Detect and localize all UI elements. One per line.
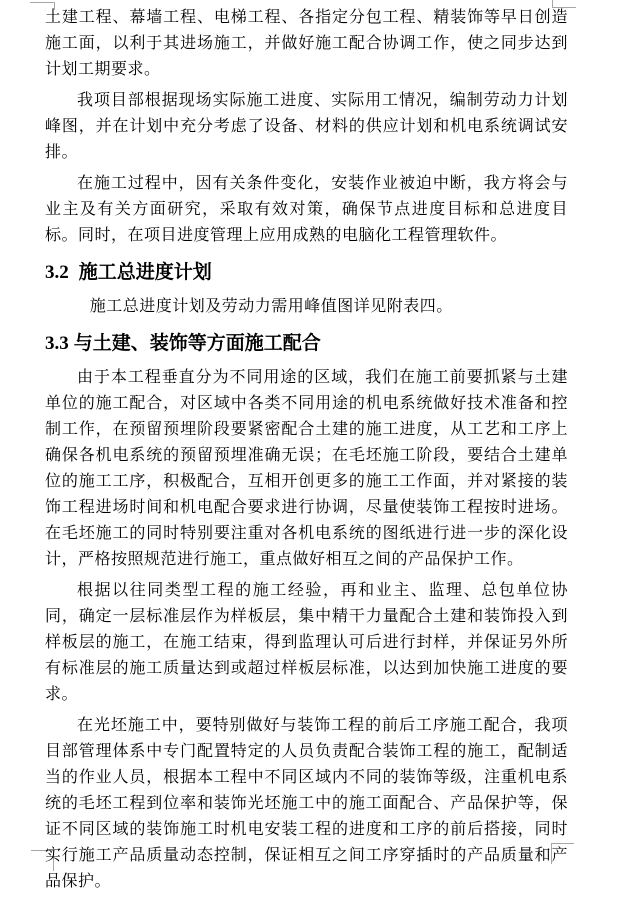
section-number: 3.2 — [45, 262, 69, 283]
paragraph: 在施工过程中，因有关条件变化，安装作业被迫中断，我方将会与业主及有关方面研究，采取有效对策，确保节点进度目标和总进度目标。同时，在项目进度管理上应用成熟的电脑化工程管理软件。 — [45, 173, 568, 244]
paragraph: 在光坯施工中，要特别做好与装饰工程的前后工序施工配合，我项目部管理体系中专门配置特定的人员负责配合装饰工程的施工，配制适当的作业人员，根据本工程中不同区域内不同的装饰等级，注重机电系统的毛坯工程到位率和装饰光坯施工中的施工面配合、产品保护等，保证不同区域的装饰施工时机电安装工程的进度和工序的前后搭接，同时实行施工产品质量动态控制，保证相互之间工序穿插时的产品质量和产品保护。 — [45, 715, 568, 890]
paragraph: 由于本工程垂直分为不同用途的区域，我们在施工前要抓紧与土建单位的施工配合，对区域中各类不同用途的机电系统做好技术准备和控制工作，在预留预埋阶段要紧密配合土建的施工进度，从工艺和工序上确保各机电系统的预留预埋准确无误；在毛坯施工阶段，要结合土建单位的施工工序，积极配合，互相开创更多的施工工作面，并对紧接的装饰工程进场时间和机电配合要求进行协调，尽量使装饰工程按时进场。在毛坯施工的同时特别要注重对各机电系统的图纸进行进一步的深化设计，严格按照规范进行施工，重点做好相互之间的产品保护工作。 — [45, 367, 568, 568]
section-heading-3-3 — [45, 331, 568, 356]
section-title: 与土建、装饰等方面施工配合 — [73, 333, 321, 354]
paragraph-continuation: 土建工程、幕墙工程、电梯工程、各指定分包工程、精装饰等早日创造施工面，以利于其进场施工，并做好施工配合协调工作，使之同步达到计划工期要求。 — [45, 7, 568, 78]
section-heading-3-2 — [45, 260, 568, 285]
section-number: 3.3 — [45, 333, 69, 354]
page-content — [45, 4, 568, 899]
section-title: 施工总进度计划 — [78, 262, 212, 283]
paragraph: 我项目部根据现场实际施工进度、实际用工情况，编制劳动力计划峰图，并在计划中充分考虑了设备、材料的供应计划和机电系统调试安排。 — [45, 90, 568, 161]
paragraph: 根据以往同类型工程的施工经验，再和业主、监理、总包单位协同，确定一层标准层作为样板层，集中精干力量配合土建和装饰投入到样板层的施工，在施工结束，得到监理认可后进行封样，并保证另外所有标准层的施工质量达到或超过样板层标准，以达到加快施工进度的要求。 — [45, 580, 568, 703]
paragraph: 施工总进度计划及劳动力需用峰值图详见附表四。 — [89, 296, 453, 315]
